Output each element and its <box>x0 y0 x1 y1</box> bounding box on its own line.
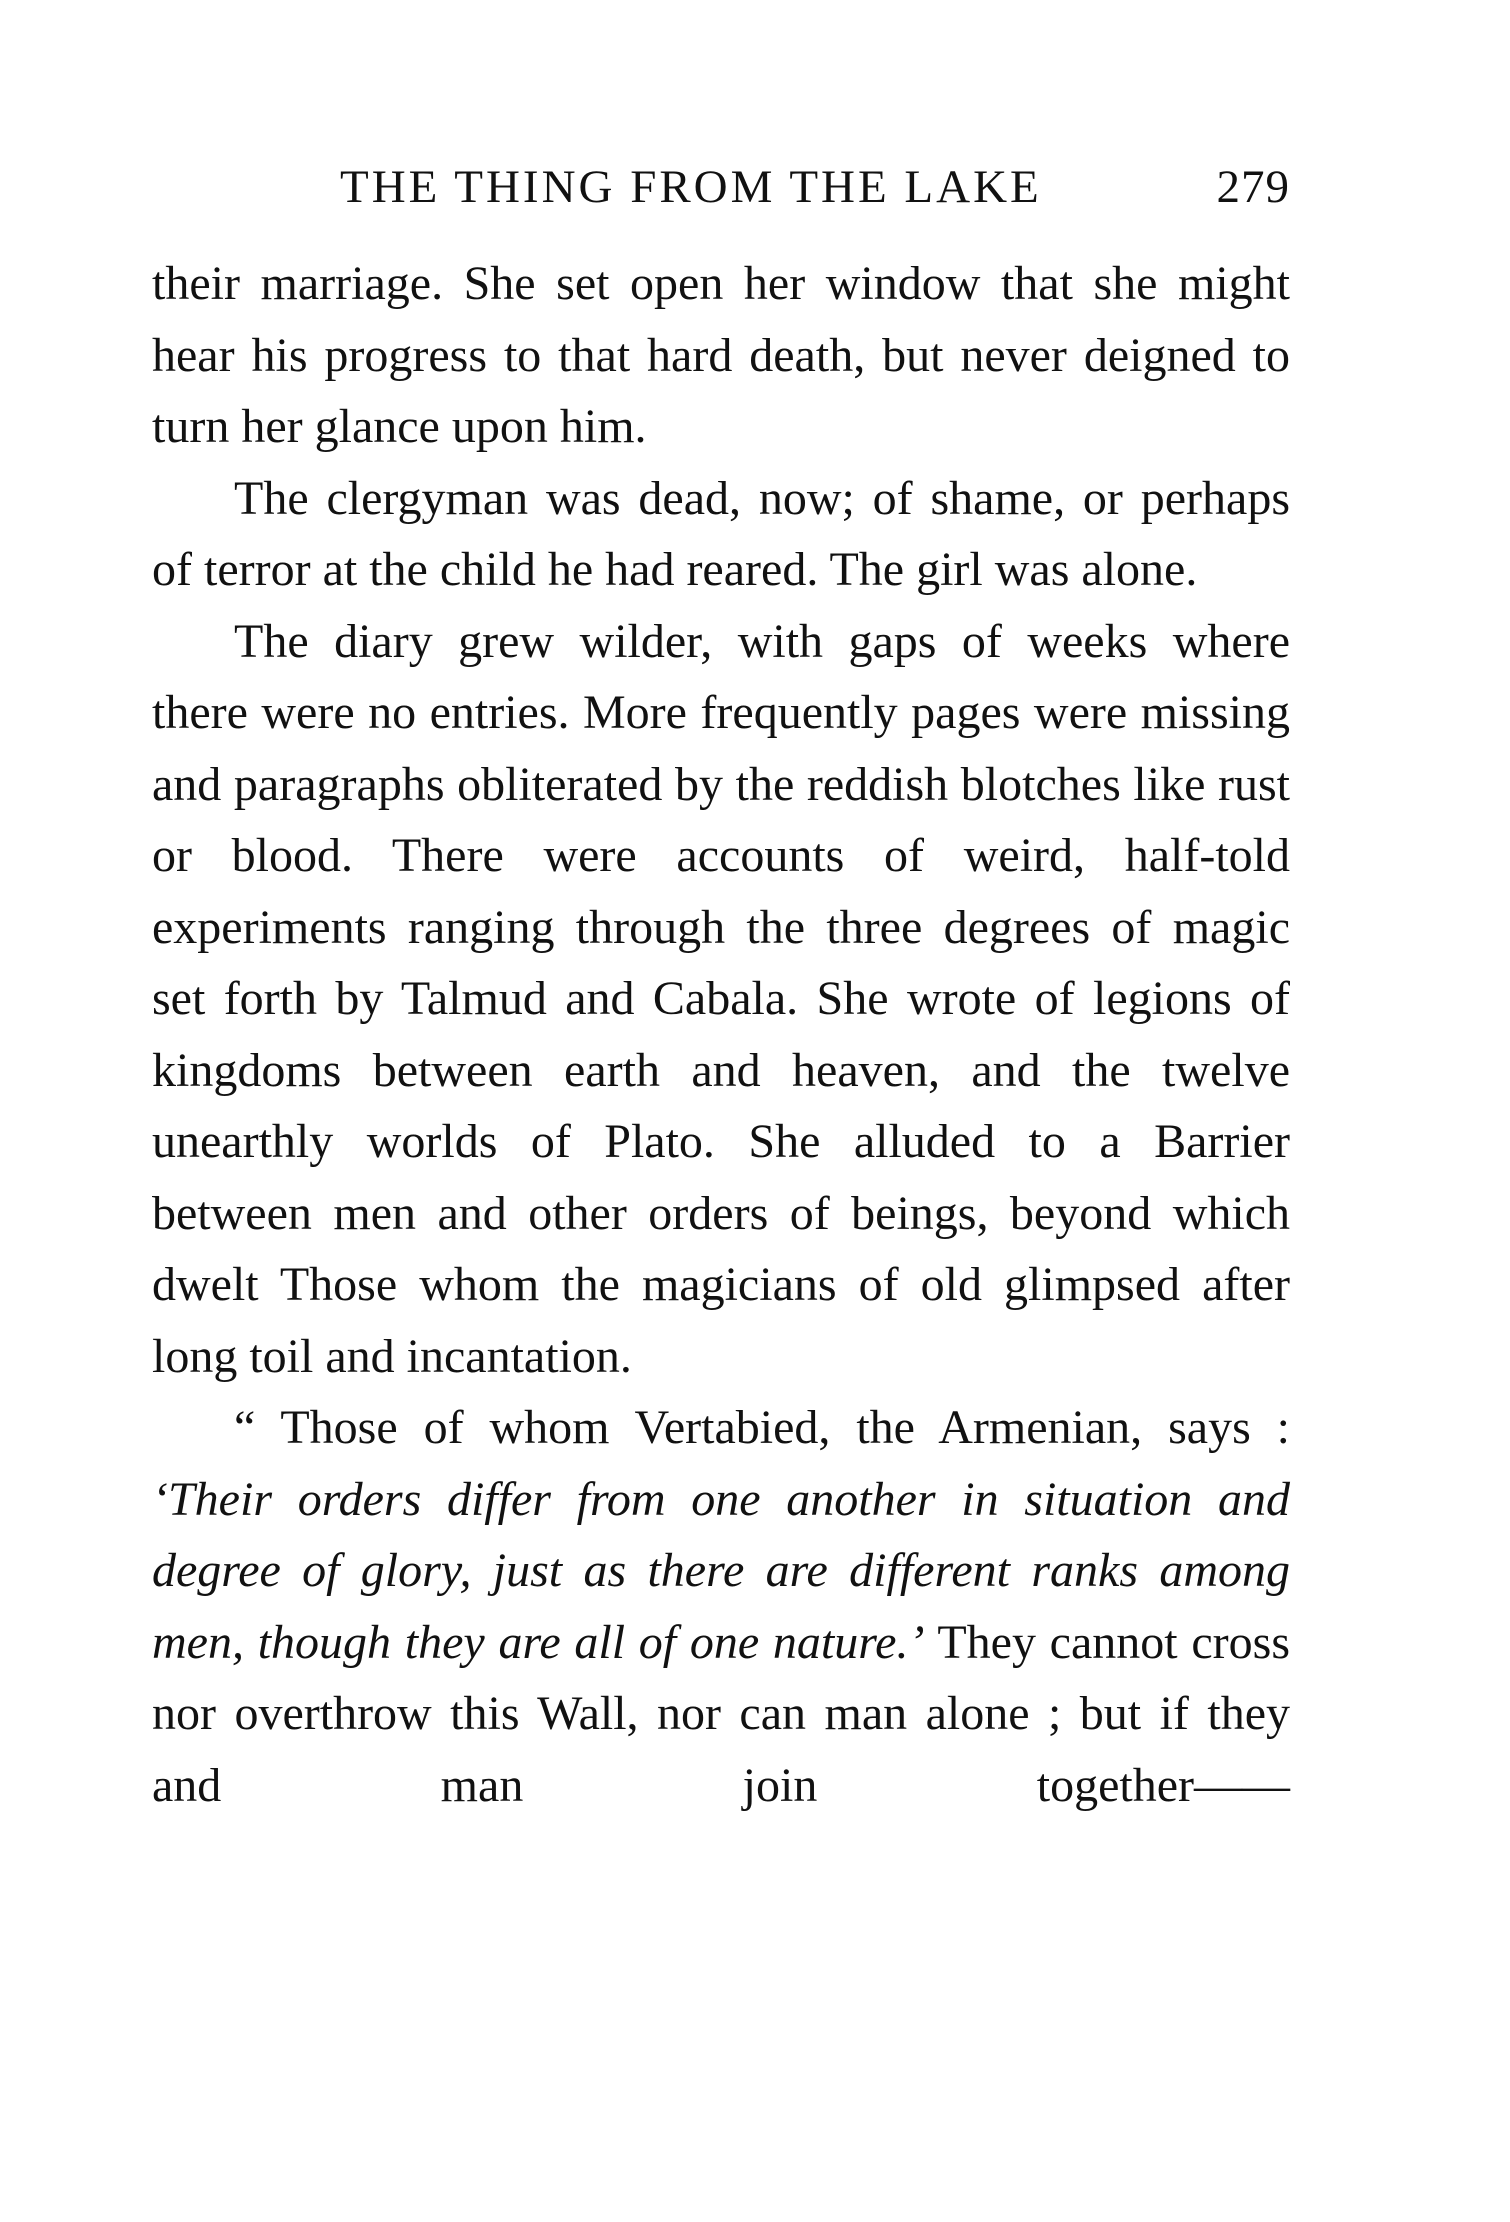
running-head <box>152 152 1290 222</box>
quote-italic: ‘Their orders differ from one another in situation and degree of glory, just as there are different ranks among men, though they are all of one nature.’ <box>152 1472 1290 1669</box>
page-number: 279 <box>1216 161 1290 213</box>
paragraph-quote <box>152 1392 1290 1821</box>
quote-lead: “ Those of whom Vertabied, the Armenian, says : <box>234 1401 1290 1454</box>
quote-tail: They cannot cross nor overthrow this Wall, nor can man alone ; but if they and man join together—— <box>152 1615 1290 1812</box>
paragraph-clergyman: The clergyman was dead, now; of shame, or perhaps of terror at the child he had reared. The girl was alone. <box>152 471 1290 596</box>
body-text <box>152 248 1290 1821</box>
running-title: THE THING FROM THE LAKE <box>340 161 1042 213</box>
paragraph-diary: The diary grew wilder, with gaps of weeks where there were no entries. More frequently pages were missing and paragraphs obliterated by the reddish blotches like rust or blood. There were accounts of weird, half-told experiments ranging through the three degrees of magic set forth by Talmud and Cabala. She wrote of legions of kingdoms between earth and heaven, and the twelve unearthly worlds of Plato. She alluded to a Barrier between men and other orders of beings, beyond which dwelt Those whom the magicians of old glimpsed after long toil and incantation. <box>152 614 1290 1383</box>
paragraph-continuation: their marriage. She set open her window that she might hear his progress to that hard death, but never deigned to turn her glance upon him. <box>152 257 1290 453</box>
